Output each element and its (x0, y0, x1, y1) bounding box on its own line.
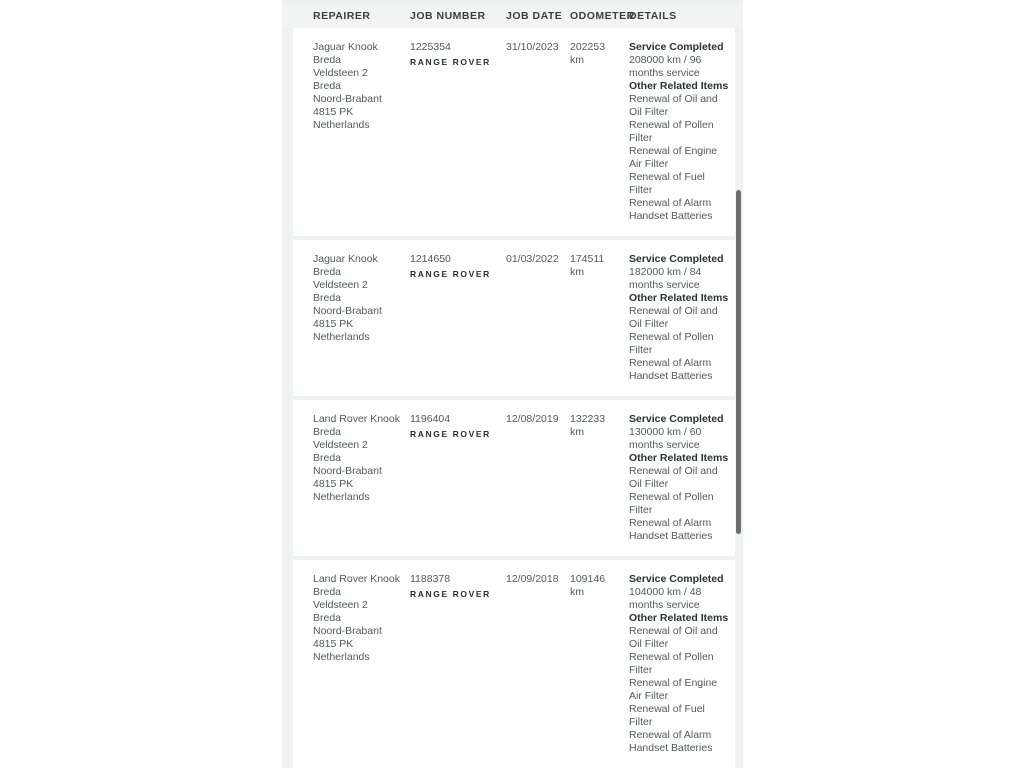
odometer-value: 174511 km (570, 253, 605, 278)
service-interval: 208000 km / 96 months service (629, 54, 702, 79)
related-item: Renewal of Pollen Filter (629, 119, 714, 144)
related-item: Renewal of Alarm Handset Batteries (629, 357, 713, 382)
service-record-card (293, 400, 735, 556)
related-items-title: Other Related Items (629, 80, 729, 92)
related-items-title: Other Related Items (629, 612, 729, 624)
related-item: Renewal of Engine Air Filter (629, 145, 718, 170)
related-item: Renewal of Alarm Handset Batteries (629, 197, 713, 222)
range-rover-logo: RANGE ROVER (410, 589, 491, 599)
related-item: Renewal of Pollen Filter (629, 491, 714, 516)
repairer-line: Noord-Brabant (313, 93, 382, 105)
service-interval: 182000 km / 84 months service (629, 266, 702, 291)
odometer-cell (570, 413, 629, 543)
repairer-line: Land Rover Knook (313, 413, 400, 425)
column-header-details: DETAILS (629, 9, 677, 22)
service-record-card (293, 560, 735, 768)
related-item: Renewal of Oil and Oil Filter (629, 305, 718, 330)
odometer-value: 109146 km (570, 573, 606, 598)
repairer-line: Veldsteen 2 (313, 279, 368, 291)
service-status: Service Completed (629, 573, 724, 585)
service-interval: 104000 km / 48 months service (629, 586, 702, 611)
job-number-cell (410, 413, 506, 543)
service-status: Service Completed (629, 413, 724, 425)
job-number: 1214650 (410, 253, 451, 265)
repairer-line: Breda (313, 54, 342, 66)
job-number: 1188378 (410, 573, 451, 585)
repairer-line: Netherlands (313, 119, 370, 131)
repairer-line: Breda (313, 292, 342, 304)
related-item: Renewal of Pollen Filter (629, 651, 714, 676)
service-details (629, 573, 729, 755)
odometer-cell (570, 41, 629, 223)
job-date: 01/03/2022 (506, 253, 559, 265)
service-record-card (293, 28, 735, 236)
related-item: Renewal of Oil and Oil Filter (629, 93, 718, 118)
job-number-cell (410, 41, 506, 223)
service-details (629, 253, 729, 383)
related-item: Renewal of Engine Air Filter (629, 677, 718, 702)
job-date-cell (506, 413, 570, 543)
job-number-cell (410, 253, 506, 383)
job-date: 12/08/2019 (506, 413, 559, 425)
repairer-line: Veldsteen 2 (313, 599, 368, 611)
odometer-value: 132233 km (570, 413, 606, 438)
repairer-line: Netherlands (313, 491, 370, 503)
related-item: Renewal of Pollen Filter (629, 331, 714, 356)
repairer-line: 4815 PK (313, 318, 354, 330)
repairer-line: Jaguar Knook (313, 41, 378, 53)
repairer-line: Netherlands (313, 331, 370, 343)
related-item: Renewal of Oil and Oil Filter (629, 625, 718, 650)
service-details (629, 413, 729, 543)
related-item: Renewal of Alarm Handset Batteries (629, 517, 713, 542)
service-history-panel (282, 0, 743, 768)
job-number: 1225354 (410, 41, 451, 53)
repairer-address (313, 413, 410, 543)
repairer-line: 4815 PK (313, 106, 354, 118)
repairer-line: Land Rover Knook (313, 573, 400, 585)
job-number: 1196404 (410, 413, 451, 425)
related-item: Renewal of Alarm Handset Batteries (629, 729, 713, 754)
repairer-line: Breda (313, 80, 342, 92)
repairer-line: Netherlands (313, 651, 370, 663)
job-number-cell (410, 573, 506, 755)
repairer-line: Jaguar Knook (313, 253, 378, 265)
repairer-line: Veldsteen 2 (313, 67, 368, 79)
column-header-job-date: JOB DATE (506, 9, 563, 22)
service-details (629, 41, 729, 223)
odometer-cell (570, 573, 629, 755)
repairer-address (313, 253, 410, 383)
repairer-line: 4815 PK (313, 638, 354, 650)
service-history-table (282, 3, 743, 768)
service-interval: 130000 km / 60 months service (629, 426, 702, 451)
related-item: Renewal of Fuel Filter (629, 171, 705, 196)
repairer-address (313, 41, 410, 223)
repairer-line: Breda (313, 266, 342, 278)
table-header-row (282, 3, 743, 28)
service-records-list (282, 28, 743, 768)
odometer-cell (570, 253, 629, 383)
service-record-card (293, 240, 735, 396)
job-date-cell (506, 573, 570, 755)
repairer-line: Noord-Brabant (313, 305, 382, 317)
vertical-scrollbar-thumb[interactable] (736, 190, 741, 534)
related-item: Renewal of Oil and Oil Filter (629, 465, 718, 490)
column-header-job-number: JOB NUMBER (410, 9, 486, 22)
column-header-repairer: REPAIRER (313, 9, 371, 22)
job-date: 31/10/2023 (506, 41, 559, 53)
repairer-line: Breda (313, 586, 342, 598)
range-rover-logo: RANGE ROVER (410, 429, 491, 439)
service-status: Service Completed (629, 253, 724, 265)
service-status: Service Completed (629, 41, 724, 53)
repairer-line: Noord-Brabant (313, 465, 382, 477)
odometer-value: 202253 km (570, 41, 606, 66)
repairer-line: Noord-Brabant (313, 625, 382, 637)
repairer-line: 4815 PK (313, 478, 354, 490)
repairer-line: Breda (313, 452, 342, 464)
repairer-line: Veldsteen 2 (313, 439, 368, 451)
column-header-odometer: ODOMETER (570, 9, 635, 22)
job-date-cell (506, 41, 570, 223)
repairer-line: Breda (313, 426, 342, 438)
related-items-title: Other Related Items (629, 452, 729, 464)
job-date: 12/09/2018 (506, 573, 559, 585)
repairer-address (313, 573, 410, 755)
repairer-line: Breda (313, 612, 342, 624)
range-rover-logo: RANGE ROVER (410, 57, 491, 67)
range-rover-logo: RANGE ROVER (410, 269, 491, 279)
related-items-title: Other Related Items (629, 292, 729, 304)
related-item: Renewal of Fuel Filter (629, 703, 705, 728)
job-date-cell (506, 253, 570, 383)
